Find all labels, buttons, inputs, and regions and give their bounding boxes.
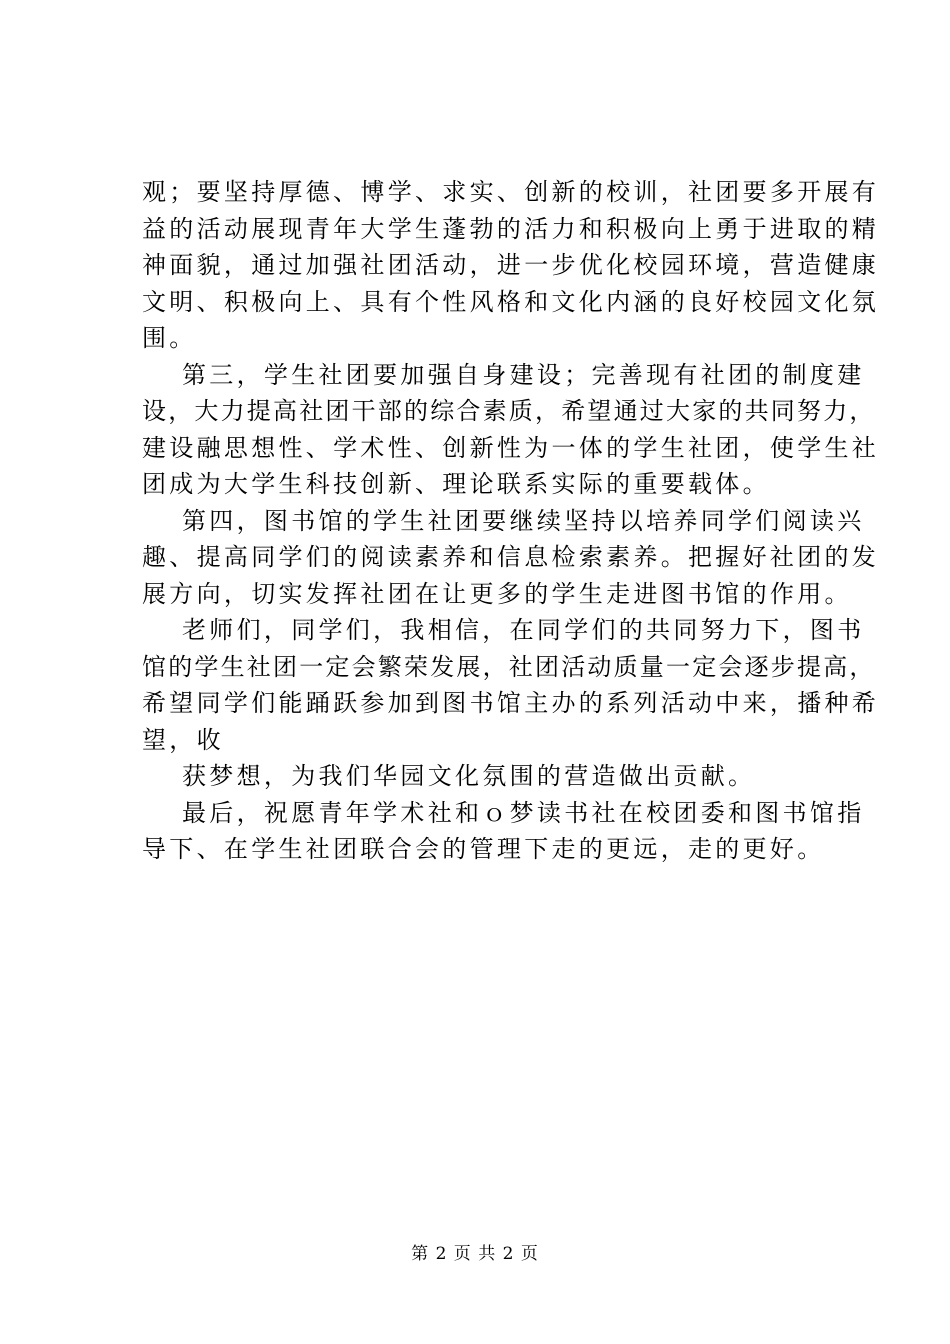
text-line: 希望同学们能踊跃参加到图书馆主办的系列活动中来，播种希 [142,689,880,717]
text-line: 导下、在学生社团联合会的管理下走的更远，走的更好。 [142,835,825,863]
paragraph-start-line: 老师们，同学们，我相信，在同学们的共同努力下，图书 [182,616,865,644]
text-line: 团成为大学生科技创新、理论联系实际的重要载体。 [142,470,770,498]
text-line: 益的活动展现青年大学生蓬勃的活力和积极向上勇于进取的精 [142,214,880,243]
text-line: 设，大力提高社团干部的综合素质，希望通过大家的共同努力， [142,397,876,425]
text-line: 建设融思想性、学术性、创新性为一体的学生社团，使学生社 [142,433,880,462]
paragraph-start-line: 第四，图书馆的学生社团要继续坚持以培养同学们阅读兴 [182,506,865,535]
body-text [142,174,880,868]
text-line: 神面貌，通过加强社团活动，进一步优化校园环境，营造健康 [142,251,880,279]
text-line: 趣、提高同学们的阅读素养和信息检索素养。把握好社团的发 [142,543,880,571]
text-line: 望，收 [142,725,224,754]
text-line: 展方向，切实发挥社团在让更多的学生走进图书馆的作用。 [142,579,852,608]
paragraph-start-line: 第三，学生社团要加强自身建设；完善现有社团的制度建 [182,360,865,389]
paragraph-start-line: 获梦想，为我们华园文化氛围的营造做出贡献。 [182,762,756,790]
text-line: 观；要坚持厚德、博学、求实、创新的校训，社团要多开展有 [142,178,880,206]
text-line: 馆的学生社团一定会繁荣发展，社团活动质量一定会逐步提高， [142,652,876,681]
page-number-footer: 第 2 页 共 2 页 [411,1244,539,1264]
text-line: 文明、积极向上、具有个性风格和文化内涵的良好校园文化氛 [142,287,880,316]
text-line: 围。 [142,324,197,352]
paragraph-start-line: 最后，祝愿青年学术社和ｏ梦读书社在校团委和图书馆指 [182,798,865,827]
